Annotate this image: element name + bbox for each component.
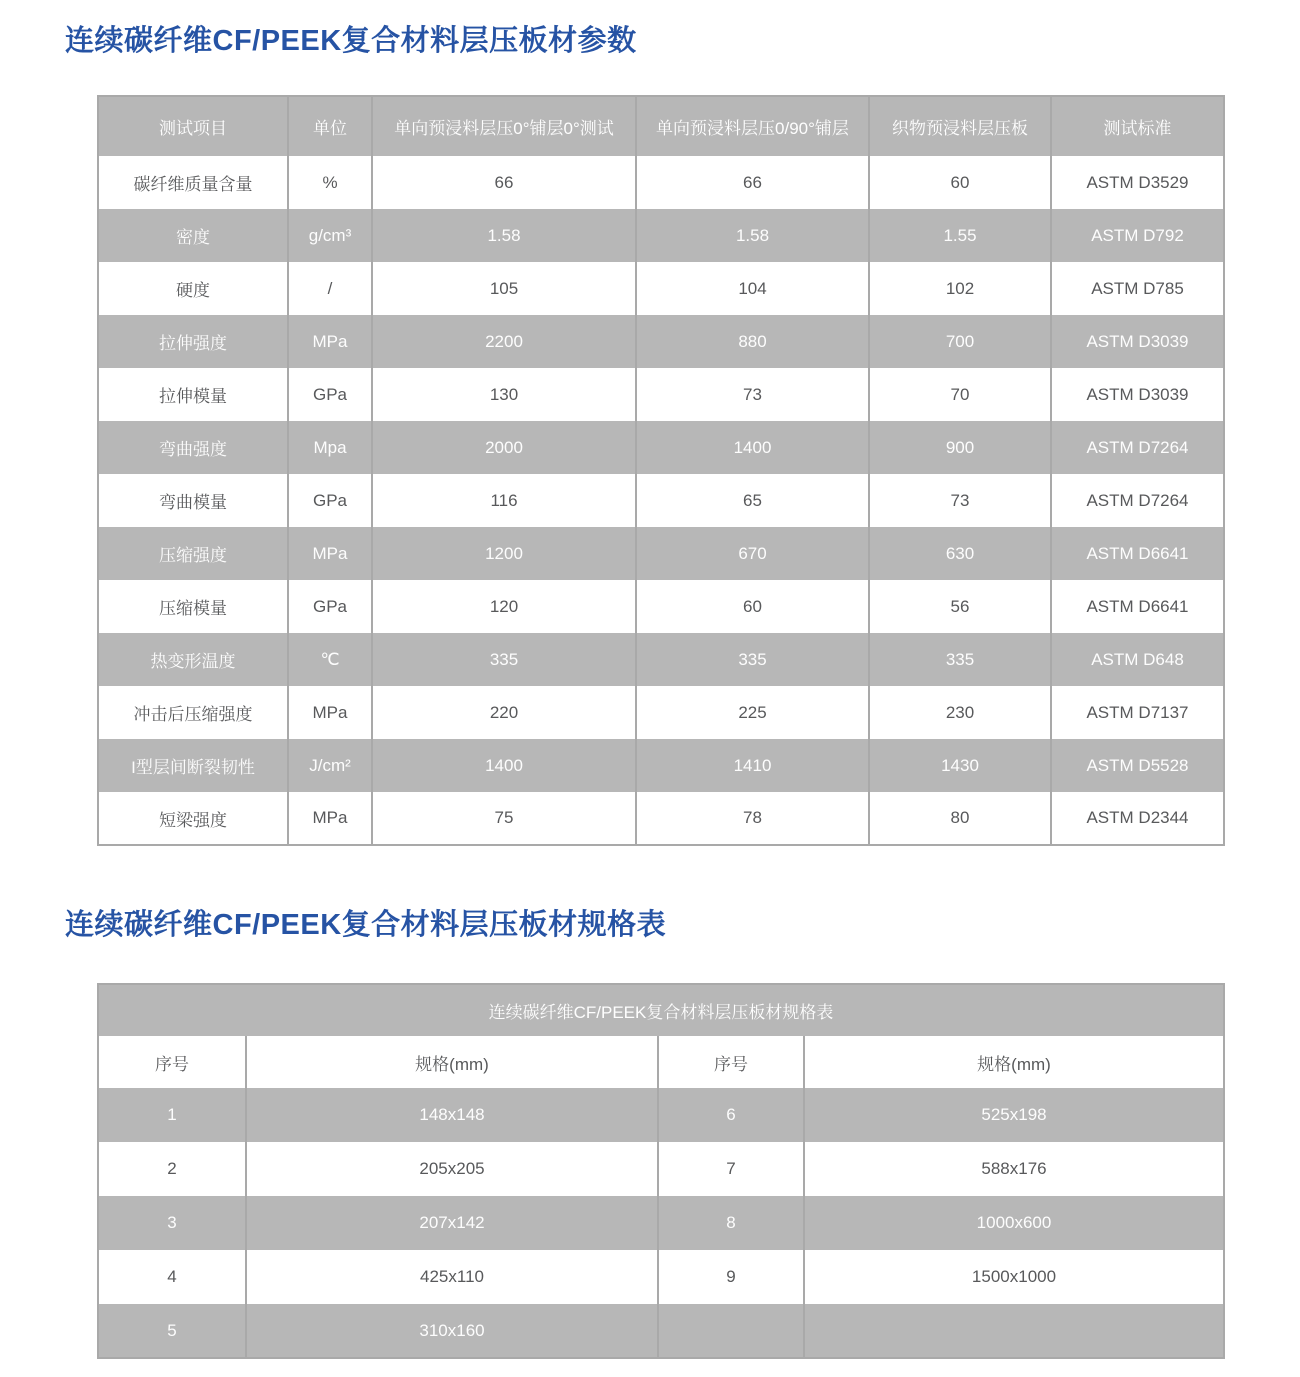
table-cell: ASTM D3039 (1086, 384, 1189, 404)
table-cell: MPa (288, 792, 372, 845)
table-cell: ASTM D7264 (1086, 490, 1189, 510)
table-cell: 310x160 (246, 1304, 658, 1358)
table-cell: 1410 (636, 739, 869, 792)
table-cell: 短梁强度 (98, 792, 288, 845)
table-row (98, 792, 1224, 845)
table-cell: 525x198 (981, 1105, 1047, 1124)
params-header-row (98, 96, 1224, 156)
table-cell: 拉伸强度 (98, 315, 288, 368)
table-row (98, 1196, 1224, 1250)
table-row (98, 1304, 1224, 1358)
table-cell: ASTM D6641 (1086, 596, 1189, 616)
table-row (98, 474, 1224, 527)
table-cell: 230 (869, 686, 1051, 739)
column-header: 测试项目 (98, 96, 288, 156)
table-cell (658, 1304, 804, 1358)
table-cell: 1430 (869, 739, 1051, 792)
table-cell: MPa (288, 686, 372, 739)
params-table (97, 95, 1225, 846)
table-cell: 1000x600 (976, 1213, 1052, 1232)
table-cell: 65 (636, 474, 869, 527)
table-row (98, 262, 1224, 315)
table-cell: 207x142 (246, 1196, 658, 1250)
table-row (98, 315, 1224, 368)
specs-table-title-row (98, 984, 1224, 1036)
column-header: 单位 (288, 96, 372, 156)
specs-table (97, 983, 1225, 1359)
table-cell: ASTM D5528 (1086, 755, 1189, 775)
table-row (98, 686, 1224, 739)
table-row (98, 156, 1224, 209)
table-cell: ASTM D7264 (1086, 437, 1189, 457)
table-cell: 硬度 (98, 262, 288, 315)
table-cell: ℃ (288, 633, 372, 686)
table-cell: ASTM D2344 (1086, 808, 1189, 827)
table-cell: 66 (636, 156, 869, 209)
table-cell: 碳纤维质量含量 (98, 156, 288, 209)
table-cell: ASTM D6641 (1086, 543, 1189, 563)
table-cell: 热变形温度 (98, 633, 288, 686)
table-cell: 425x110 (246, 1250, 658, 1304)
table-cell: ASTM D3529 (1086, 172, 1189, 192)
table-row (98, 1250, 1224, 1304)
table-cell: 73 (869, 474, 1051, 527)
column-header: 单向预浸料层压0°铺层0°测试 (372, 96, 636, 156)
table-row (98, 580, 1224, 633)
table-cell: 8 (658, 1196, 804, 1250)
table-cell: 75 (372, 792, 636, 845)
table-cell: 弯曲模量 (98, 474, 288, 527)
table-cell: 900 (869, 421, 1051, 474)
table-cell: ASTM D648 (1091, 649, 1184, 669)
table-cell: 588x176 (981, 1159, 1047, 1178)
table-cell: 205x205 (246, 1142, 658, 1196)
specs-header-row (98, 1036, 1224, 1088)
table-cell: 拉伸模量 (98, 368, 288, 421)
table-row (98, 739, 1224, 792)
table-cell: 压缩模量 (98, 580, 288, 633)
table-cell: 56 (869, 580, 1051, 633)
table-cell: 7 (658, 1142, 804, 1196)
table-cell: I型层间断裂韧性 (98, 739, 288, 792)
table-cell (804, 1304, 1224, 1358)
table-cell: 105 (372, 262, 636, 315)
table-cell: 6 (658, 1088, 804, 1142)
table-cell: 335 (372, 633, 636, 686)
column-header: 织物预浸料层压板 (869, 96, 1051, 156)
table-cell: 630 (869, 527, 1051, 580)
table-cell: 1.58 (372, 209, 636, 262)
table-cell: 9 (658, 1250, 804, 1304)
table-cell: 130 (372, 368, 636, 421)
table-row (98, 1142, 1224, 1196)
table-cell: 3 (98, 1196, 246, 1250)
table-cell: 1.58 (636, 209, 869, 262)
column-header: 测试标准 (1103, 119, 1172, 138)
table-cell: 2000 (372, 421, 636, 474)
table-cell: GPa (288, 474, 372, 527)
table-row (98, 209, 1224, 262)
table-cell: ASTM D792 (1091, 225, 1184, 245)
table-cell: 1500x1000 (971, 1267, 1057, 1286)
table-cell: 2200 (372, 315, 636, 368)
table-cell: 1400 (372, 739, 636, 792)
table-cell: J/cm² (288, 739, 372, 792)
table-cell: 116 (372, 474, 636, 527)
table-cell: 73 (636, 368, 869, 421)
table-cell: % (288, 156, 372, 209)
table-cell: 148x148 (246, 1088, 658, 1142)
table-cell: ASTM D3039 (1086, 331, 1189, 351)
table-cell: 335 (636, 633, 869, 686)
table-cell: 225 (636, 686, 869, 739)
column-header: 规格(mm) (977, 1054, 1051, 1074)
table-cell: Mpa (288, 421, 372, 474)
table-cell: 密度 (98, 209, 288, 262)
column-header: 单向预浸料层压0/90°铺层 (636, 96, 869, 156)
table-cell: 5 (98, 1304, 246, 1358)
table-cell: 60 (636, 580, 869, 633)
table-cell: ASTM D785 (1091, 278, 1184, 298)
table-row (98, 421, 1224, 474)
params-section-title: 连续碳纤维CF/PEEK复合材料层压板材参数 (65, 25, 637, 57)
specs-section-title: 连续碳纤维CF/PEEK复合材料层压板材规格表 (65, 909, 667, 941)
column-header: 序号 (98, 1036, 246, 1088)
table-row (98, 1088, 1224, 1142)
table-cell: GPa (288, 368, 372, 421)
table-cell: 700 (869, 315, 1051, 368)
specs-table-title: 连续碳纤维CF/PEEK复合材料层压板材规格表 (488, 1003, 834, 1022)
table-cell: 78 (636, 792, 869, 845)
table-cell: 335 (869, 633, 1051, 686)
table-cell: g/cm³ (288, 209, 372, 262)
table-cell: 670 (636, 527, 869, 580)
table-cell: 1.55 (869, 209, 1051, 262)
table-cell: 冲击后压缩强度 (98, 686, 288, 739)
column-header: 序号 (658, 1036, 804, 1088)
table-cell: 80 (869, 792, 1051, 845)
column-header: 规格(mm) (246, 1036, 658, 1088)
table-row (98, 527, 1224, 580)
table-cell: 220 (372, 686, 636, 739)
table-cell: 弯曲强度 (98, 421, 288, 474)
table-cell: / (288, 262, 372, 315)
table-cell: 1 (98, 1088, 246, 1142)
table-cell: GPa (288, 580, 372, 633)
table-cell: MPa (288, 527, 372, 580)
table-cell: 104 (636, 262, 869, 315)
table-cell: 1200 (372, 527, 636, 580)
table-cell: 4 (98, 1250, 246, 1304)
table-cell: 102 (869, 262, 1051, 315)
table-row (98, 633, 1224, 686)
table-row (98, 368, 1224, 421)
table-cell: 66 (372, 156, 636, 209)
table-cell: ASTM D7137 (1086, 702, 1189, 722)
table-cell: 880 (636, 315, 869, 368)
table-cell: 1400 (636, 421, 869, 474)
table-cell: 120 (372, 580, 636, 633)
table-cell: 压缩强度 (98, 527, 288, 580)
table-cell: 2 (98, 1142, 246, 1196)
table-cell: 60 (869, 156, 1051, 209)
table-cell: 70 (869, 368, 1051, 421)
table-cell: MPa (288, 315, 372, 368)
